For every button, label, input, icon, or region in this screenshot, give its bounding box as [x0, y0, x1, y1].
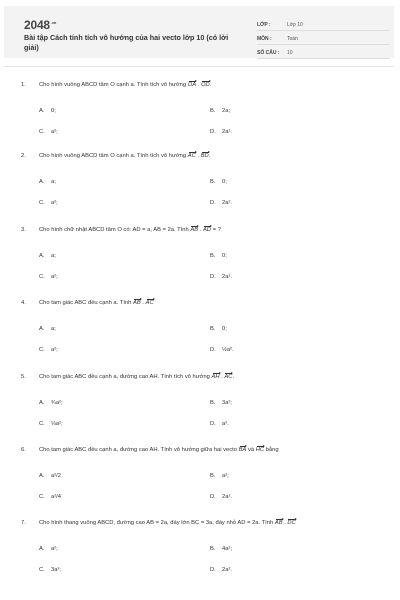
document-header	[4, 6, 394, 58]
answer-option-c[interactable]	[39, 567, 61, 573]
option-label: C.	[39, 347, 45, 353]
answer-option-d[interactable]	[210, 200, 232, 206]
option-value: 2a².	[222, 274, 232, 280]
option-label: A.	[39, 326, 45, 332]
vector-symbol: OA	[187, 82, 197, 88]
option-value: a²;	[51, 200, 58, 206]
option-label: B.	[210, 546, 216, 552]
answer-option-c[interactable]	[39, 347, 58, 353]
answer-option-d[interactable]	[210, 274, 232, 280]
meta-question-count: SỐ CÂU : 10	[257, 48, 390, 59]
option-label: B.	[210, 253, 216, 259]
option-value: a²/4	[51, 494, 61, 500]
option-label: A.	[39, 473, 45, 479]
vector-symbol: AC	[187, 153, 196, 159]
option-label: C.	[39, 567, 45, 573]
option-label: C.	[39, 274, 45, 280]
option-label: A.	[39, 400, 45, 406]
question-number: 4.	[21, 300, 26, 306]
option-value: a;	[51, 253, 56, 259]
vector-symbol: AB	[133, 300, 141, 306]
answer-option-a[interactable]	[39, 179, 56, 185]
option-label: B.	[210, 400, 216, 406]
option-value: a²;	[51, 129, 58, 135]
option-label: D.	[210, 347, 216, 353]
option-value: 2a².	[222, 567, 232, 573]
vector-symbol: AB	[190, 227, 199, 233]
option-label: A.	[39, 253, 45, 259]
option-label: B.	[210, 179, 216, 185]
answer-option-b[interactable]	[210, 473, 229, 479]
answer-option-b[interactable]	[210, 400, 232, 406]
question-number: 7.	[21, 520, 26, 526]
question-text: Cho hình vuông ABCD tâm O cạnh a. Tính tích vô hướng OA . OD.	[39, 82, 212, 88]
answer-option-a[interactable]	[39, 253, 56, 259]
option-value: 3a²;	[222, 400, 232, 406]
answer-option-a[interactable]	[39, 546, 58, 552]
vector-symbol: BA	[238, 447, 247, 453]
question-number: 2.	[21, 153, 26, 159]
option-value: a;	[51, 326, 56, 332]
question-number: 6.	[21, 447, 26, 453]
option-value: a²;	[51, 546, 58, 552]
vector-symbol: DC	[287, 520, 296, 526]
header-divider	[4, 66, 394, 67]
answer-option-a[interactable]	[39, 473, 61, 479]
document-title: Bài tập Cách tính tích vô hướng của hai vecto lớp 10 (có lời giải)	[24, 33, 229, 52]
option-value: 2a².	[222, 200, 232, 206]
answer-option-a[interactable]	[39, 326, 56, 332]
option-label: A.	[39, 179, 45, 185]
answer-option-a[interactable]	[39, 400, 63, 406]
answer-option-a[interactable]	[39, 108, 56, 114]
option-value: 4a²;	[222, 546, 232, 552]
option-label: B.	[210, 473, 216, 479]
question-number: 5.	[21, 374, 26, 380]
option-value: 0;	[222, 326, 227, 332]
option-label: C.	[39, 421, 45, 427]
option-label: A.	[39, 108, 45, 114]
option-value: ½a².	[222, 347, 234, 353]
option-value: 0;	[222, 179, 227, 185]
question-text: Cho hình thang vuông ABCD, đường cao AB = 2a, đáy lớn BC = 3a, đáy nhỏ AD = 2a. Tính AB . DC	[39, 520, 296, 526]
question-text: Cho tam giác ABC đều cạnh a, đường cao AH. Tính vô hướng giữa hai vecto BA và HC bằng	[39, 447, 279, 453]
option-value: 2a².	[222, 129, 232, 135]
answer-option-b[interactable]	[210, 108, 230, 114]
vector-symbol: AC	[224, 374, 233, 380]
option-value: ⅓a²;	[51, 421, 63, 427]
meta-class: LỚP : Lớp 10	[257, 20, 390, 31]
option-value: a²;	[51, 347, 58, 353]
answer-option-c[interactable]	[39, 129, 58, 135]
option-label: D.	[210, 274, 216, 280]
option-value: 0;	[51, 108, 56, 114]
option-label: D.	[210, 200, 216, 206]
option-label: C.	[39, 129, 45, 135]
option-label: D.	[210, 129, 216, 135]
vector-symbol: HC	[255, 447, 265, 453]
answer-option-b[interactable]	[210, 546, 232, 552]
option-value: ¾a²;	[51, 400, 63, 406]
question-text: Cho tam giác ABC đều cạnh a. Tính AB . AC	[39, 300, 154, 306]
site-logo[interactable]: $2048^{.vn}$	[24, 18, 57, 32]
answer-option-d[interactable]	[210, 494, 232, 500]
option-label: D.	[210, 421, 216, 427]
option-label: A.	[39, 546, 45, 552]
option-value: a²;	[222, 473, 229, 479]
question-text: Cho tam giác ABC đều cạnh a, đường cao AH. Tính tích vô hướng AH . AC.	[39, 374, 235, 380]
answer-option-c[interactable]	[39, 274, 58, 280]
vector-symbol: AH	[211, 374, 220, 380]
answer-option-b[interactable]	[210, 326, 227, 332]
vector-symbol: AD	[202, 227, 211, 233]
option-label: C.	[39, 494, 45, 500]
question-number: 3.	[21, 227, 26, 233]
answer-option-d[interactable]	[210, 347, 234, 353]
answer-option-d[interactable]	[210, 421, 229, 427]
option-value: a²;	[51, 274, 58, 280]
option-value: 0;	[222, 253, 227, 259]
option-label: B.	[210, 108, 216, 114]
vector-symbol: AC	[145, 300, 154, 306]
answer-option-c[interactable]	[39, 200, 58, 206]
answer-option-d[interactable]	[210, 129, 232, 135]
option-value: 2a².	[222, 494, 232, 500]
answer-option-d[interactable]	[210, 567, 232, 573]
option-label: B.	[210, 326, 216, 332]
option-value: 3a²;	[51, 567, 61, 573]
vector-symbol: BD	[200, 153, 209, 159]
question-number: 1.	[21, 82, 26, 88]
answer-option-c[interactable]	[39, 421, 63, 427]
option-value: 2a;	[222, 108, 231, 114]
option-value: a;	[51, 179, 56, 185]
vector-symbol: AB	[274, 520, 283, 526]
option-label: D.	[210, 567, 216, 573]
answer-option-b[interactable]	[210, 253, 227, 259]
option-value: a²/2	[51, 473, 61, 479]
option-value: a².	[222, 421, 229, 427]
question-text: Cho hình vuông ABCD tâm O cạnh a. Tính tích vô hướng AC . BD.	[39, 153, 211, 159]
option-label: D.	[210, 494, 216, 500]
meta-subject: MÔN : Toán	[257, 34, 390, 45]
answer-option-c[interactable]	[39, 494, 61, 500]
answer-option-b[interactable]	[210, 179, 227, 185]
option-label: C.	[39, 200, 45, 206]
vector-symbol: OD	[200, 82, 210, 88]
question-text: Cho hình chữ nhật ABCD tâm O có: AD = a, AB = 2a. Tính AB . AD = ?	[39, 227, 221, 233]
